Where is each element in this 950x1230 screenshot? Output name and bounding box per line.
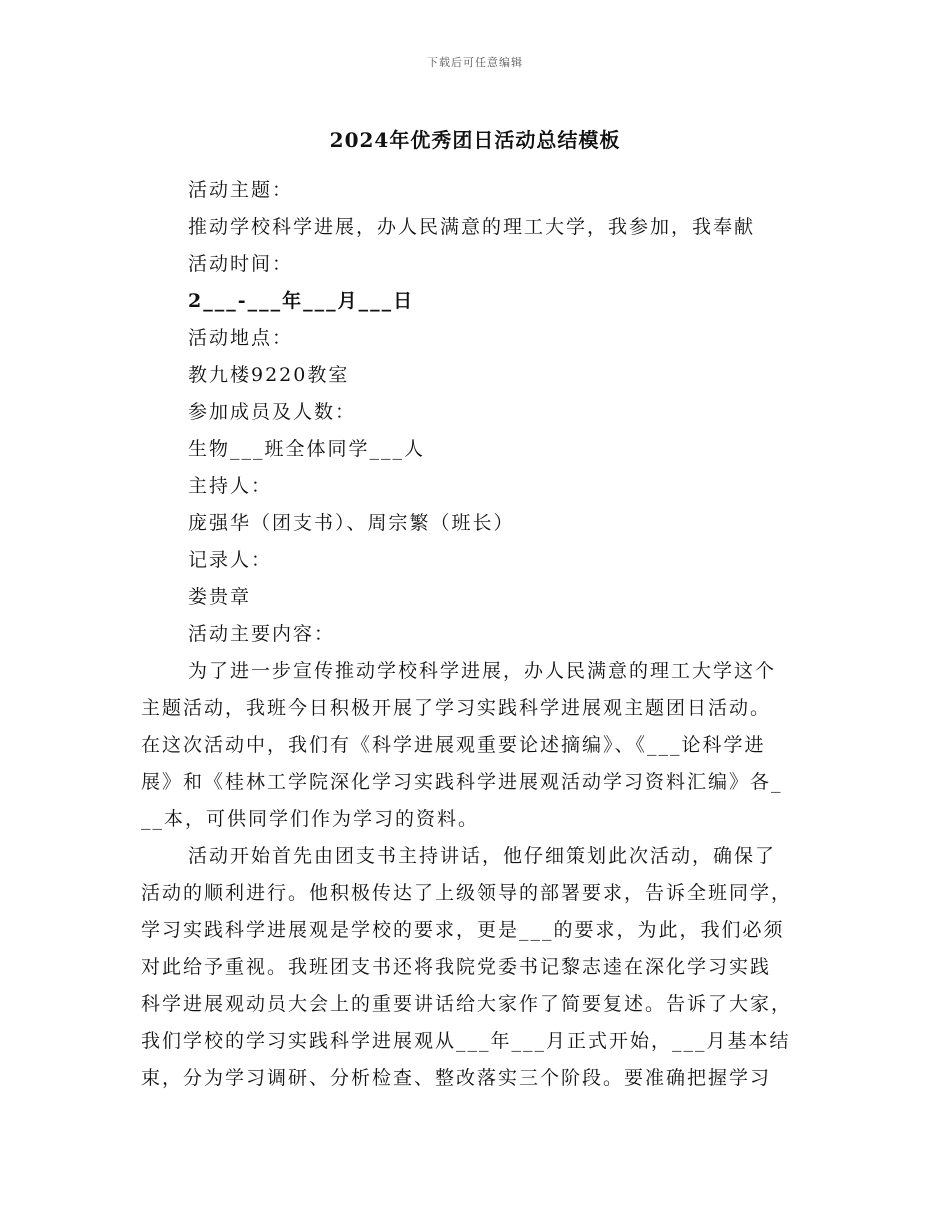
paragraph-2-line: 我们学校的学习实践科学进展观从___年___月正式开始，___月基本结 — [141, 1030, 791, 1052]
paragraph-1-line: __本，可供同学们作为学习的资料。 — [141, 808, 480, 830]
field-location-value: 教九楼9220教室 — [188, 364, 350, 386]
page-header-note: 下载后可任意编辑 — [427, 56, 523, 69]
field-theme-label: 活动主题： — [188, 179, 294, 201]
paragraph-2-line: 对此给予重视。我班团支书还将我院党委书记黎志逵在深化学习实践 — [141, 956, 772, 978]
paragraph-1-line: 在这次活动中，我们有《科学进展观重要论述摘编》、《___论科学进 — [141, 734, 766, 756]
field-members-value: 生物___班全体同学___人 — [188, 438, 426, 460]
paragraph-1-line: 为了进一步宣传推动学校科学进展，办人民满意的理工大学这个 — [188, 660, 777, 682]
field-theme-value: 推动学校科学进展，办人民满意的理工大学，我参加，我奉献 — [188, 216, 756, 238]
field-recorder-label: 记录人： — [188, 549, 273, 571]
paragraph-2-line: 束，分为学习调研、分析检查、整改落实三个阶段。要准确把握学习 — [141, 1067, 772, 1089]
paragraph-1-line: 展》和《桂林工学院深化学习实践科学进展观活动学习资料汇编》各_ — [141, 771, 783, 793]
paragraph-2-line: 科学进展观动员大会上的重要讲话给大家作了简要复述。告诉了大家， — [141, 993, 793, 1015]
field-host-label: 主持人： — [188, 475, 273, 497]
field-members-label: 参加成员及人数： — [188, 401, 357, 423]
field-time-value: 2___-___年___月___日 — [188, 290, 415, 312]
document-title: 2024年优秀团日活动总结模板 — [329, 128, 621, 152]
field-time-label: 活动时间： — [188, 253, 294, 275]
field-recorder-value: 娄贵章 — [188, 586, 252, 608]
field-host-value: 庞强华（团支书）、周宗繁（班长） — [188, 512, 515, 534]
paragraph-2-line: 活动开始首先由团支书主持讲话，他仔细策划此次活动，确保了 — [188, 845, 777, 867]
field-content-label: 活动主要内容： — [188, 623, 336, 645]
paragraph-2-line: 学习实践科学进展观是学校的要求，更是___的要求，为此，我们必须 — [141, 919, 785, 941]
paragraph-1-line: 主题活动，我班今日积极开展了学习实践科学进展观主题团日活动。 — [141, 697, 772, 719]
paragraph-2-line: 活动的顺利进行。他积极传达了上级领导的部署要求，告诉全班同学， — [141, 882, 793, 904]
field-location-label: 活动地点： — [188, 327, 294, 349]
